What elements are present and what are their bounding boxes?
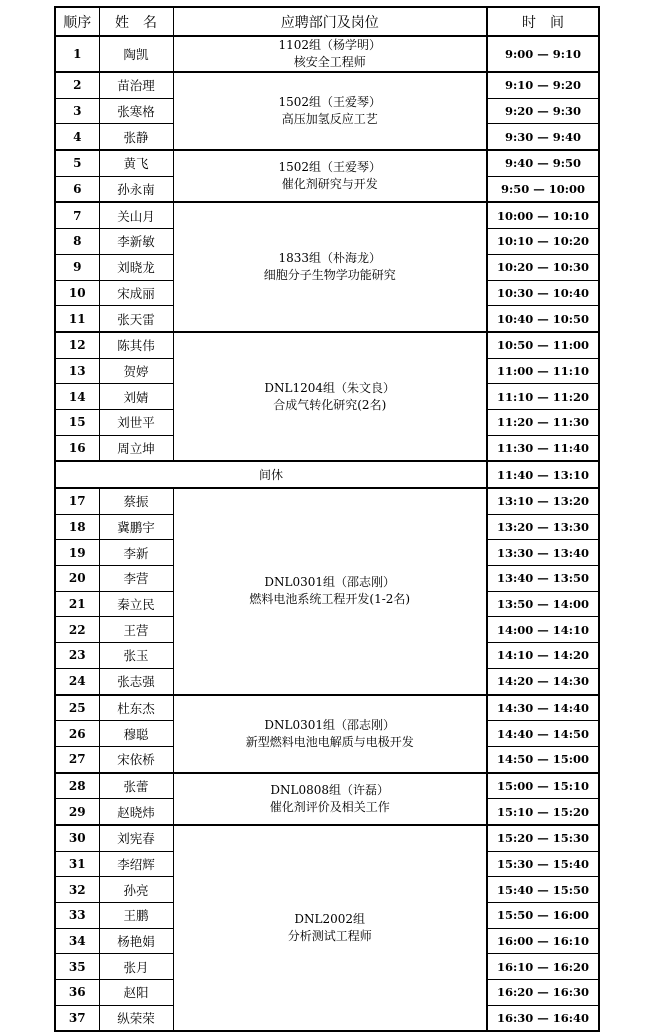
time-slot: 15:30 — 15:40 (487, 851, 599, 877)
order-number: 19 (55, 540, 99, 566)
time-slot: 11:10 — 11:20 (487, 384, 599, 410)
position-title: 新型燃料电池电解质与电极开发 (245, 734, 414, 749)
department-position (173, 202, 487, 331)
time-slot: 9:40 — 9:50 (487, 150, 599, 176)
candidate-name: 李新敏 (99, 229, 173, 255)
order-number: 3 (55, 98, 99, 124)
order-number: 25 (55, 695, 99, 721)
order-number: 22 (55, 617, 99, 643)
candidate-name: 陶凯 (99, 36, 173, 72)
time-slot: 11:30 — 11:40 (487, 435, 599, 461)
time-slot: 14:50 — 15:00 (487, 746, 599, 772)
break-label: 间休 (55, 461, 487, 488)
table-row (55, 825, 599, 851)
candidate-name: 赵阳 (99, 980, 173, 1006)
order-number: 35 (55, 954, 99, 980)
order-number: 6 (55, 176, 99, 202)
department-group: DNL0808组（许磊） (270, 782, 390, 797)
candidate-name: 刘宪春 (99, 825, 173, 851)
candidate-name: 李绍辉 (99, 851, 173, 877)
header-dept: 应聘部门及岗位 (173, 7, 487, 36)
time-slot: 15:40 — 15:50 (487, 877, 599, 903)
candidate-name: 纵荣荣 (99, 1005, 173, 1031)
order-number: 7 (55, 202, 99, 228)
position-title: 核安全工程师 (293, 55, 366, 69)
order-number: 1 (55, 36, 99, 72)
time-slot: 14:20 — 14:30 (487, 668, 599, 694)
department-position (173, 695, 487, 773)
position-title: 合成气转化研究(2名) (273, 397, 387, 412)
candidate-name: 周立坤 (99, 435, 173, 461)
time-slot: 15:00 — 15:10 (487, 773, 599, 799)
table-row (55, 150, 599, 176)
table-row (55, 202, 599, 228)
candidate-name: 李营 (99, 566, 173, 592)
order-number: 17 (55, 488, 99, 514)
candidate-name: 刘世平 (99, 409, 173, 435)
time-slot: 16:30 — 16:40 (487, 1005, 599, 1031)
order-number: 8 (55, 229, 99, 255)
order-number: 21 (55, 591, 99, 617)
candidate-name: 李新 (99, 540, 173, 566)
header-time: 时 间 (487, 7, 599, 36)
order-number: 12 (55, 332, 99, 358)
order-number: 27 (55, 746, 99, 772)
time-slot: 9:00 — 9:10 (487, 36, 599, 72)
order-number: 14 (55, 384, 99, 410)
department-position (173, 150, 487, 202)
order-number: 13 (55, 358, 99, 384)
time-slot: 13:10 — 13:20 (487, 488, 599, 514)
order-number: 24 (55, 668, 99, 694)
position-title: 燃料电池系统工程开发(1-2名) (249, 592, 411, 607)
department-position (173, 488, 487, 695)
candidate-name: 刘晓龙 (99, 254, 173, 280)
candidate-name: 黄飞 (99, 150, 173, 176)
department-position (173, 332, 487, 461)
table-row (55, 72, 599, 98)
time-slot: 15:50 — 16:00 (487, 903, 599, 929)
position-title: 高压加氢反应工艺 (281, 112, 378, 127)
order-number: 37 (55, 1005, 99, 1031)
break-row (55, 461, 599, 488)
order-number: 34 (55, 928, 99, 954)
time-slot: 14:00 — 14:10 (487, 617, 599, 643)
candidate-name: 张蕾 (99, 773, 173, 799)
time-slot: 14:10 — 14:20 (487, 643, 599, 669)
candidate-name: 陈其伟 (99, 332, 173, 358)
department-group: 1102组（杨学明） (278, 38, 382, 52)
table-row (55, 773, 599, 799)
break-time: 11:40 — 13:10 (487, 461, 599, 488)
order-number: 9 (55, 254, 99, 280)
candidate-name: 张天雷 (99, 306, 173, 332)
candidate-name: 张志强 (99, 668, 173, 694)
department-group: 1502组（王爱琴） (278, 95, 382, 110)
department-position (173, 773, 487, 825)
order-number: 23 (55, 643, 99, 669)
department-group: DNL0301组（邵志刚） (264, 575, 396, 590)
order-number: 36 (55, 980, 99, 1006)
order-number: 30 (55, 825, 99, 851)
order-number: 29 (55, 799, 99, 825)
time-slot: 14:30 — 14:40 (487, 695, 599, 721)
order-number: 2 (55, 72, 99, 98)
time-slot: 13:30 — 13:40 (487, 540, 599, 566)
time-slot: 11:00 — 11:10 (487, 358, 599, 384)
department-position (173, 36, 487, 72)
order-number: 11 (55, 306, 99, 332)
time-slot: 16:20 — 16:30 (487, 980, 599, 1006)
order-number: 10 (55, 280, 99, 306)
table-row (55, 695, 599, 721)
time-slot: 14:40 — 14:50 (487, 721, 599, 747)
department-group: DNL0301组（邵志刚） (264, 717, 396, 732)
order-number: 31 (55, 851, 99, 877)
time-slot: 11:20 — 11:30 (487, 409, 599, 435)
candidate-name: 张月 (99, 954, 173, 980)
candidate-name: 穆聪 (99, 721, 173, 747)
time-slot: 9:20 — 9:30 (487, 98, 599, 124)
position-title: 催化剂研究与开发 (281, 177, 378, 192)
candidate-name: 王营 (99, 617, 173, 643)
candidate-name: 秦立民 (99, 591, 173, 617)
order-number: 15 (55, 409, 99, 435)
time-slot: 9:50 — 10:00 (487, 176, 599, 202)
candidate-name: 苗治理 (99, 72, 173, 98)
order-number: 28 (55, 773, 99, 799)
candidate-name: 张玉 (99, 643, 173, 669)
candidate-name: 蔡振 (99, 488, 173, 514)
time-slot: 13:20 — 13:30 (487, 514, 599, 540)
time-slot: 16:00 — 16:10 (487, 928, 599, 954)
candidate-name: 张静 (99, 124, 173, 150)
header-row (55, 7, 599, 36)
position-title: 分析测试工程师 (287, 929, 372, 944)
table-row (55, 488, 599, 514)
time-slot: 10:50 — 11:00 (487, 332, 599, 358)
department-group: DNL2002组 (294, 912, 366, 927)
position-title: 细胞分子生物学功能研究 (263, 268, 396, 283)
time-slot: 10:20 — 10:30 (487, 254, 599, 280)
candidate-name: 贺婷 (99, 358, 173, 384)
candidate-name: 王鹏 (99, 903, 173, 929)
department-group: DNL1204组（朱文良） (264, 380, 396, 395)
candidate-name: 杨艳娟 (99, 928, 173, 954)
order-number: 5 (55, 150, 99, 176)
order-number: 16 (55, 435, 99, 461)
department-group: 1833组（朴海龙） (278, 251, 382, 266)
candidate-name: 冀鹏宇 (99, 514, 173, 540)
time-slot: 16:10 — 16:20 (487, 954, 599, 980)
order-number: 18 (55, 514, 99, 540)
time-slot: 10:40 — 10:50 (487, 306, 599, 332)
candidate-name: 宋依桥 (99, 746, 173, 772)
interview-schedule-table (54, 6, 600, 1032)
table-row (55, 36, 599, 72)
department-position (173, 825, 487, 1032)
department-group: 1502组（王爱琴） (278, 160, 382, 175)
time-slot: 10:10 — 10:20 (487, 229, 599, 255)
order-number: 33 (55, 903, 99, 929)
time-slot: 15:20 — 15:30 (487, 825, 599, 851)
department-position (173, 72, 487, 150)
candidate-name: 孙亮 (99, 877, 173, 903)
time-slot: 10:30 — 10:40 (487, 280, 599, 306)
candidate-name: 宋成丽 (99, 280, 173, 306)
time-slot: 15:10 — 15:20 (487, 799, 599, 825)
order-number: 4 (55, 124, 99, 150)
time-slot: 9:30 — 9:40 (487, 124, 599, 150)
candidate-name: 孙永南 (99, 176, 173, 202)
header-order: 顺序 (55, 7, 99, 36)
order-number: 26 (55, 721, 99, 747)
candidate-name: 张寒格 (99, 98, 173, 124)
time-slot: 13:50 — 14:00 (487, 591, 599, 617)
table-row (55, 332, 599, 358)
order-number: 32 (55, 877, 99, 903)
candidate-name: 赵晓炜 (99, 799, 173, 825)
time-slot: 9:10 — 9:20 (487, 72, 599, 98)
time-slot: 13:40 — 13:50 (487, 566, 599, 592)
header-name: 姓 名 (99, 7, 173, 36)
order-number: 20 (55, 566, 99, 592)
position-title: 催化剂评价及相关工作 (269, 799, 390, 814)
time-slot: 10:00 — 10:10 (487, 202, 599, 228)
candidate-name: 杜东杰 (99, 695, 173, 721)
candidate-name: 关山月 (99, 202, 173, 228)
candidate-name: 刘婧 (99, 384, 173, 410)
